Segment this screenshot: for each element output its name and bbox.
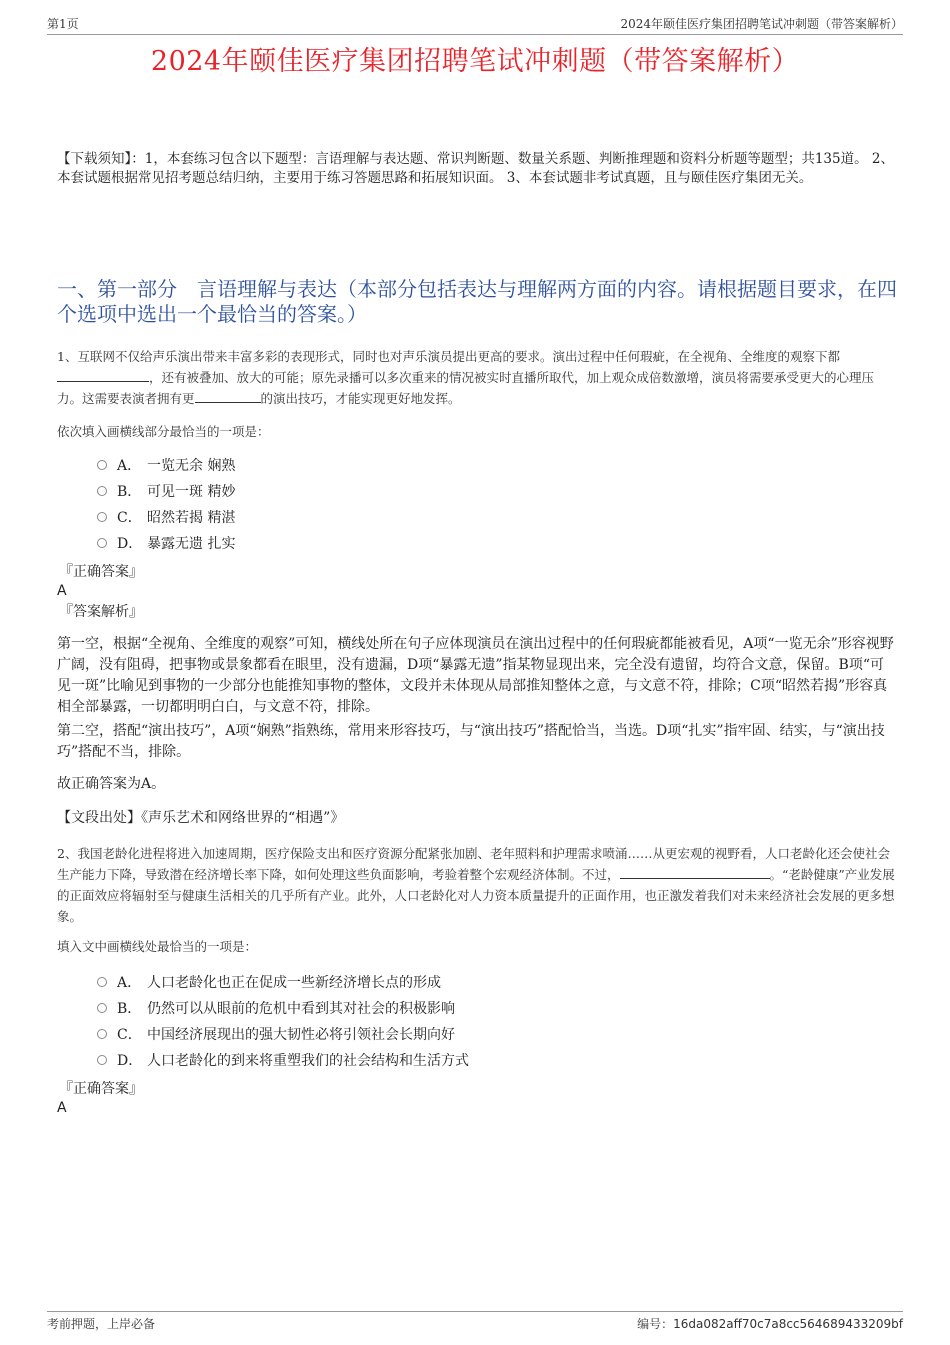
question-1-prompt: 依次填入画横线部分最恰当的一项是：	[57, 424, 270, 439]
question-1-analysis-paragraph-1: 第一空，根据“全视角、全维度的观察”可知，横线处所在句子应体现演员在演出过程中的任何瑕疵都能被看见，A项“一览无余”形容视野广阔，没有阻碍，把事物或景象都看在眼里，没有遗漏，D项“暴露无遗”指某物显现出来，完全没有遗留，均符合文意，保留。B项“可见一斑”比喻见到事物的一少部分也能推知事物的整体，文段并未体现从局部推知整体之意，与文意不符，排除；C项“昭然若揭”形容真相全部暴露，一切都明明白白，与文意不符，排除。	[57, 636, 894, 715]
question-2-option-d[interactable]	[97, 1052, 469, 1070]
question-1-option-d[interactable]	[97, 535, 235, 553]
footer-slogan: 考前押题，上岸必备	[47, 1317, 156, 1331]
question-1-text-part-a: 1、互联网不仅给声乐演出带来丰富多彩的表现形式，同时也对声乐演员提出更高的要求。演出过程中任何瑕疵，在全视角、全维度的观察下都	[57, 349, 840, 364]
question-2-option-c[interactable]	[97, 1026, 455, 1044]
question-2-answer: A	[57, 1100, 67, 1116]
page-footer	[47, 1311, 903, 1334]
question-2-text-part-b: 。“老龄健康”产业发展的正面效应将辐射至与健康生活相关的几乎所有产业。此外，人口老龄化对人力资本质量提升的正面作用，也正激发着我们对未来经济社会发展的更多想象。	[57, 867, 895, 924]
section-heading: 一、第一部分 言语理解与表达（本部分包括表达与理解两方面的内容。请根据题目要求，在四个选项中选出一个最恰当的答案。）	[57, 277, 897, 326]
option-text: 暴露无遗 扎实	[147, 536, 236, 552]
option-text: 人口老龄化的到来将重塑我们的社会结构和生活方式	[147, 1053, 469, 1069]
radio-icon[interactable]	[97, 512, 107, 522]
question-1-analysis-label: 『答案解析』	[59, 604, 143, 620]
radio-icon[interactable]	[97, 977, 107, 987]
radio-icon[interactable]	[97, 538, 107, 548]
question-2-text	[57, 843, 897, 927]
question-1-analysis-paragraph-2: 第二空，搭配“演出技巧”，A项“娴熟”指熟练，常用来形容技巧，与“演出技巧”搭配恰当，当选。D项“扎实”指牢固、结实，与“演出技巧”搭配不当，排除。	[57, 723, 885, 760]
document-title: 2024年颐佳医疗集团招聘笔试冲刺题（带答案解析）	[150, 46, 800, 77]
question-1-conclusion: 故正确答案为A。	[57, 776, 166, 792]
option-letter: C．	[117, 1027, 142, 1043]
option-text: 昭然若揭 精湛	[147, 510, 236, 526]
question-2-option-b[interactable]	[97, 1000, 455, 1018]
download-notice: 【下载须知】：1，本套练习包含以下题型：言语理解与表达题、常识判断题、数量关系题、判断推理题和资料分析题等题型；共135道。 2、本套试题根据常见招考题总结归纳，主要用于练习答题思路和拓展知识面。 3、本套试题非考试真题，且与颐佳医疗集团无关。	[57, 151, 894, 186]
question-2-text-part-a: 2、我国老龄化进程将进入加速周期，医疗保险支出和医疗资源分配紧张加剧、老年照料和护理需求喷涌……从更宏观的视野看，人口老龄化还会使社会生产能力下降，导致潜在经济增长率下降，如何处理这些负面影响，考验着整个宏观经济体制。不过，	[57, 846, 890, 882]
question-1-option-a[interactable]	[97, 457, 235, 475]
question-2-answer-label: 『正确答案』	[59, 1081, 143, 1097]
option-letter: B．	[117, 484, 142, 500]
question-2-option-a[interactable]	[97, 974, 441, 992]
option-letter: D．	[117, 536, 143, 552]
question-1-source: 【文段出处】《声乐艺术和网络世界的“相遇”》	[57, 810, 345, 826]
page-header	[47, 14, 903, 35]
option-text: 中国经济展现出的强大韧性必将引领社会长期向好	[147, 1027, 455, 1043]
option-letter: A．	[117, 458, 142, 474]
question-1-answer: A	[57, 583, 67, 599]
option-letter: B．	[117, 1001, 142, 1017]
page-number: 第1页	[47, 17, 79, 31]
option-text: 可见一斑 精妙	[147, 484, 236, 500]
option-letter: C．	[117, 510, 142, 526]
radio-icon[interactable]	[97, 1003, 107, 1013]
option-letter: A．	[117, 975, 142, 991]
radio-icon[interactable]	[97, 486, 107, 496]
option-letter: D．	[117, 1053, 143, 1069]
question-1-option-c[interactable]	[97, 509, 235, 527]
option-text: 仍然可以从眼前的危机中看到其对社会的积极影响	[147, 1001, 455, 1017]
question-2-prompt: 填入文中画横线处最恰当的一项是：	[57, 939, 258, 954]
question-1-option-b[interactable]	[97, 483, 235, 501]
radio-icon[interactable]	[97, 460, 107, 470]
question-1-text-part-b: ，还有被叠加、放大的可能；原先录播可以多次重来的情况被实时直播所取代，加上观众成倍数激增，演员将需要承受更大的心理压力。这需要表演者拥有更	[57, 370, 875, 406]
radio-icon[interactable]	[97, 1029, 107, 1039]
option-text: 一览无余 娴熟	[147, 458, 236, 474]
question-1-answer-label: 『正确答案』	[59, 564, 143, 580]
fill-blank	[620, 864, 770, 879]
fill-blank	[57, 367, 149, 382]
question-1-text-part-c: 的演出技巧，才能实现更好地发挥。	[260, 391, 461, 406]
option-text: 人口老龄化也正在促成一些新经济增长点的形成	[147, 975, 441, 991]
header-doc-title: 2024年颐佳医疗集团招聘笔试冲刺题（带答案解析）	[620, 17, 903, 31]
question-1-text	[57, 346, 897, 409]
footer-code-block	[637, 1313, 903, 1335]
radio-icon[interactable]	[97, 1055, 107, 1065]
footer-code-label: 编号：	[637, 1317, 674, 1331]
fill-blank	[195, 388, 261, 403]
footer-code: 16da082aff70c7a8cc564689433209bf	[673, 1317, 903, 1331]
